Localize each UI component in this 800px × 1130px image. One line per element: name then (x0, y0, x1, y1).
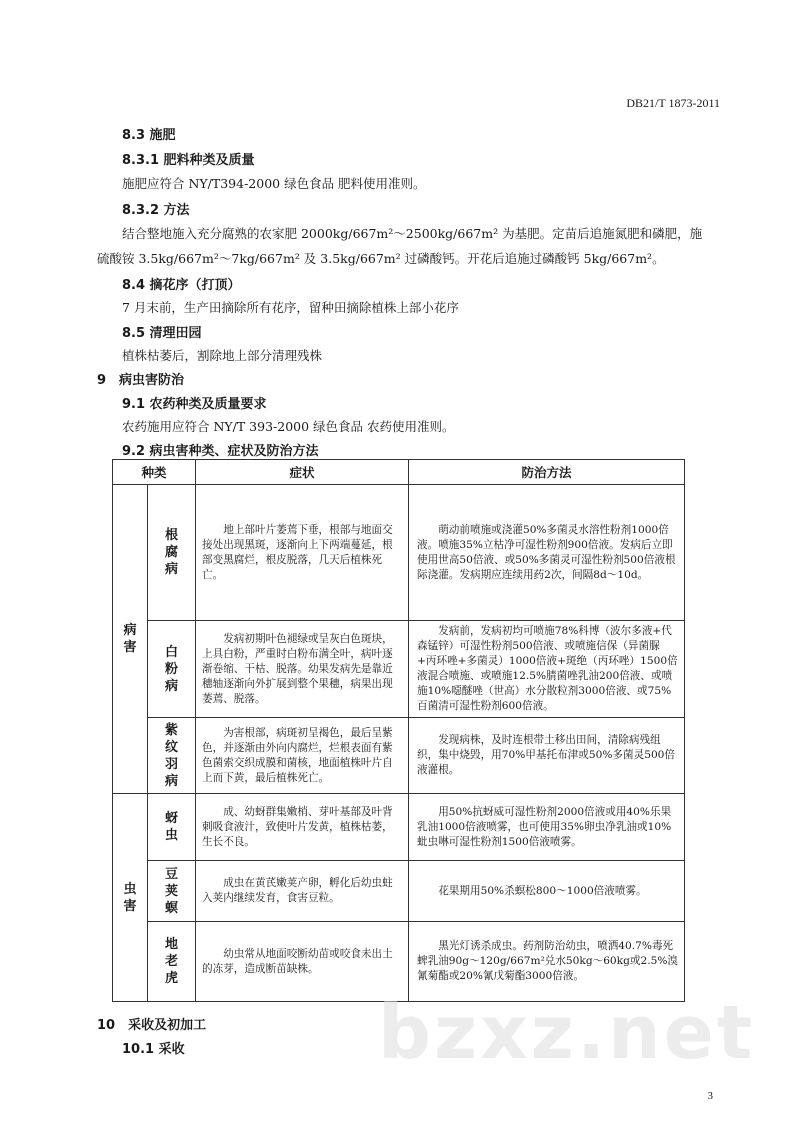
row-name: 白粉病 (148, 621, 196, 718)
row-name: 根腐病 (148, 485, 196, 621)
heading-9-2: 9.2 病虫害种类、症状及防治方法 (122, 444, 319, 459)
symptom-cell: 为害根部，病斑初呈褐色，最后呈紫色，并逐渐由外向内腐烂，烂根表面有紫色菌索交织成膜和菌核，地面植株叶片自上而下黄，最后植株死亡。 (196, 718, 409, 794)
symptom-cell: 成、幼蚜群集嫩梢、芽叶基部及叶背刺吸食液汁，致使叶片发黄，植株枯萎，生长不良。 (196, 794, 409, 861)
page-number: 3 (707, 1090, 713, 1102)
control-cell: 发现病株，及时连根带土移出田间，清除病残组织，集中烧毁，用70%甲基托布津或50%多菌灵500倍液灌根。 (409, 718, 685, 794)
pest-disease-table (112, 459, 685, 1002)
row-name: 豆荚螟 (148, 861, 196, 922)
symptom-cell: 幼虫常从地面咬断幼苗或咬食未出土的冻芽，造成断苗缺株。 (196, 922, 409, 1002)
row-name: 紫纹羽病 (148, 718, 196, 794)
heading-10-1: 10.1 采收 (122, 1042, 185, 1057)
category-pest: 虫害 (113, 794, 148, 1002)
table-row (113, 861, 685, 922)
row-name: 地老虎 (148, 922, 196, 1002)
symptom-cell: 地上部叶片萎蔫下垂，根部与地面交接处出现黑斑，逐渐向上下两端蔓延，根部变黑腐烂，根皮脱落，几天后植株死亡。 (196, 485, 409, 621)
control-cell: 花果期用50%杀螟松800～1000倍液喷雾。 (409, 861, 685, 922)
heading-8-3: 8.3 施肥 (122, 128, 176, 143)
control-cell: 萌动前喷施或浇灌50%多菌灵水溶性粉剂1000倍液。喷施35%立枯净可湿性粉剂900倍液。发病后立即使用世高50倍液、或50%多菌灵可湿性粉剂500倍液根际浇灌。发病期应连续用药2次，间隔8d～10d。 (409, 485, 685, 621)
paragraph-fertilizer-standard: 施肥应符合 NY/T394-2000 绿色食品 肥料使用准则。 (122, 176, 426, 191)
header-symptom: 症状 (196, 460, 409, 485)
paragraph-pesticide-standard: 农药施用应符合 NY/T 393-2000 绿色食品 农药使用准则。 (122, 419, 455, 434)
heading-8-5: 8.5 清理田园 (122, 326, 202, 341)
symptom-cell: 成虫在黄芪嫩荚产卵，孵化后幼虫蛀入荚内继续发育，食害豆粒。 (196, 861, 409, 922)
control-cell: 黑光灯诱杀成虫。药剂防治幼虫，喷洒40.7%毒死蜱乳油90g～120g/667m²兑水50kg～60kg或2.5%溴氰菊酯或20%氰戊菊酯3000倍液。 (409, 922, 685, 1002)
control-cell: 发病前，发病初均可喷施78%科博（波尔多液+代森锰锌）可湿性粉剂500倍液、或喷施信保（异菌脲+丙环唑+多菌灵）1000倍液+斑绝（丙环唑）1500倍液混合喷施、或喷施12.5%腈菌唑乳油200倍液、或喷施10%噁醚唑（世高）水分散粒剂3000倍液、或75%百菌清可湿性粉剂600倍液。 (409, 621, 685, 718)
heading-10: 10 采收及初加工 (97, 1018, 207, 1033)
control-cell: 用50%抗蚜威可湿性粉剂2000倍液或用40%乐果乳油1000倍液喷雾，也可使用35%卵虫净乳油或10%蚍虫啉可湿性粉剂1500倍液喷雾。 (409, 794, 685, 861)
heading-9: 9 病虫害防治 (97, 373, 185, 388)
standard-number: DB21/T 1873-2011 (626, 96, 720, 110)
heading-8-3-1: 8.3.1 肥料种类及质量 (122, 153, 255, 168)
paragraph-field-cleanup: 植株枯萎后，割除地上部分清理残株 (122, 348, 323, 363)
category-disease: 病害 (113, 485, 148, 794)
header-control: 防治方法 (409, 460, 685, 485)
table-header-row (113, 460, 685, 485)
table-row (113, 794, 685, 861)
heading-8-4: 8.4 摘花序（打顶） (122, 278, 241, 293)
row-name: 蚜虫 (148, 794, 196, 861)
heading-9-1: 9.1 农药种类及质量要求 (122, 397, 267, 412)
paragraph-fertilizer-method-2: 硫酸铵 3.5kg/667m²～7kg/667m² 及 3.5kg/667m² 过磷酸钙。开花后追施过磷酸钙 5kg/667m²。 (97, 251, 665, 266)
paragraph-topping: 7 月末前，生产田摘除所有花序，留种田摘除植株上部小花序 (122, 300, 459, 315)
watermark: bzxz.net (378, 990, 756, 1076)
header-category: 种类 (113, 460, 196, 485)
symptom-cell: 发病初期叶色褪绿或呈灰白色斑块，上具白粉，严重时白粉布满全叶，病叶逐渐卷缩、干枯、脱落。幼果发病先是靠近穗轴逐渐向外扩展到整个果穗，病果出现萎蔫、脱落。 (196, 621, 409, 718)
paragraph-fertilizer-method-1: 结合整地施入充分腐熟的农家肥 2000kg/667m²～2500kg/667m² 为基肥。定苗后追施氮肥和磷肥，施 (122, 226, 703, 241)
table-row (113, 621, 685, 718)
heading-8-3-2: 8.3.2 方法 (122, 203, 190, 218)
table-row (113, 718, 685, 794)
table-row (113, 485, 685, 621)
